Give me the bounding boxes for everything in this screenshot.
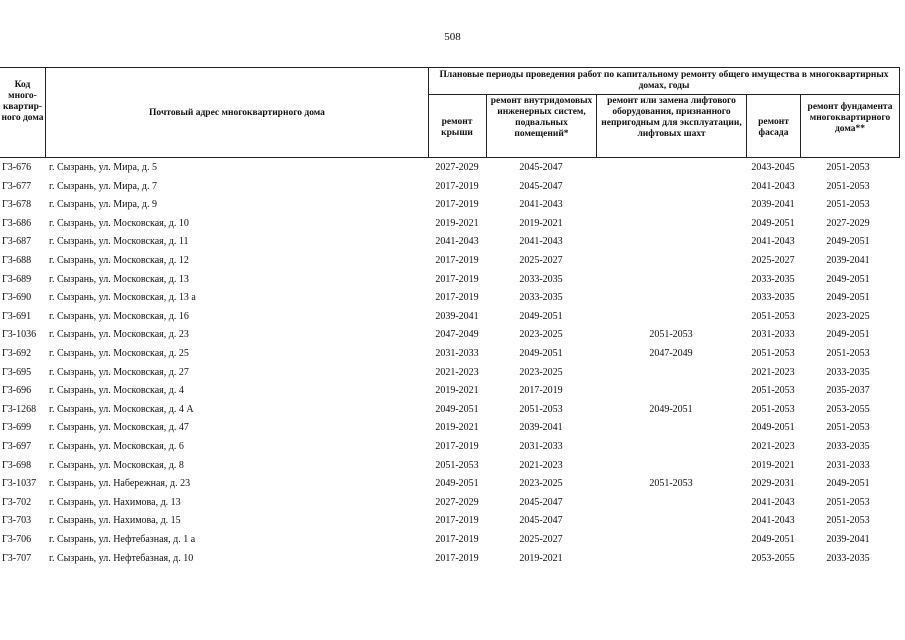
cell-roof: 2017-2019 [435,292,479,304]
table-row [0,551,905,569]
cell-address: г. Сызрань, ул. Московская, д. 8 [49,459,184,471]
cell-roof: 2019-2021 [435,217,479,229]
cell-facade: 2025-2027 [751,255,795,266]
cell-code: Г3-1037 [2,478,37,490]
header-roof: ремонт крыши [441,117,473,138]
cell-foundation: 2051-2053 [826,162,870,173]
cell-systems: 2023-2025 [519,329,563,341]
cell-foundation: 2051-2053 [826,515,870,527]
cell-systems: 2039-2041 [519,422,563,434]
cell-roof: 2017-2019 [435,534,479,545]
table-row [0,216,905,234]
cell-roof: 2039-2041 [435,310,479,322]
header-divider [428,67,429,157]
cell-roof: 2049-2051 [435,403,479,415]
cell-systems: 2019-2021 [519,217,563,229]
cell-systems: 2049-2051 [519,310,563,322]
cell-roof: 2019-2021 [435,385,479,397]
table-row [0,253,905,271]
cell-facade: 2051-2053 [751,348,795,359]
header-foundation: ремонт фундамента многоквартирного дома** [807,102,893,134]
cell-roof: 2017-2019 [435,515,479,527]
cell-systems: 2031-2033 [519,441,563,452]
cell-foundation: 2035-2037 [826,385,870,397]
cell-roof: 2027-2029 [435,496,479,508]
cell-code: Г3-698 [2,459,32,471]
cell-facade: 2021-2023 [751,441,795,452]
cell-address: г. Сызрань, ул. Набережная, д. 23 [49,478,191,490]
cell-systems: 2045-2047 [519,496,563,508]
header-top-border [0,67,900,68]
cell-foundation: 2049-2051 [826,292,870,304]
cell-address: г. Сызрань, ул. Московская, д. 11 [49,236,189,248]
cell-facade: 2051-2053 [751,403,795,415]
cell-code: Г3-687 [2,236,32,248]
cell-foundation: 2053-2055 [826,403,870,415]
table-row [0,346,905,364]
cell-foundation: 2051-2053 [826,422,870,434]
table-row [0,439,905,457]
cell-facade: 2033-2035 [751,273,795,285]
cell-facade: 2041-2043 [751,515,795,527]
cell-foundation: 2027-2029 [826,217,870,229]
cell-foundation: 2031-2033 [826,459,870,471]
cell-systems: 2023-2025 [519,366,563,378]
cell-code: Г3-703 [2,515,32,527]
cell-code: Г3-689 [2,273,32,285]
cell-systems: 2019-2021 [519,552,563,564]
table-row [0,458,905,476]
cell-roof: 2019-2021 [435,422,479,434]
cell-systems: 2045-2047 [519,162,563,173]
table-row [0,476,905,494]
cell-address: г. Сызрань, ул. Московская, д. 12 [49,255,189,266]
cell-address: г. Сызрань, ул. Московская, д. 4 А [49,403,194,415]
cell-address: г. Сызрань, ул. Мира, д. 9 [49,199,157,211]
header-address: Почтовый адрес многоквартирного дома [149,108,325,118]
table-row [0,197,905,215]
cell-systems: 2041-2043 [519,236,563,248]
cell-address: г. Сызрань, ул. Московская, д. 6 [49,441,184,452]
header-code: Код много-квартир-ного дома [1,80,44,123]
cell-roof: 2041-2043 [435,236,479,248]
header-sub-border [428,94,900,95]
cell-address: г. Сызрань, ул. Мира, д. 5 [49,162,157,173]
table-row [0,290,905,308]
cell-address: г. Сызрань, ул. Нефтебазная, д. 10 [49,552,194,564]
cell-roof: 2021-2023 [435,366,479,378]
header-lift: ремонт или замена лифтового оборудования, признанного непригодным для эксплуатации, лифтовых шахт [601,96,742,139]
cell-address: г. Сызрань, ул. Московская, д. 13 [49,273,189,285]
cell-code: Г3-696 [2,385,32,397]
cell-foundation: 2039-2041 [826,534,870,545]
cell-address: г. Сызрань, ул. Нефтебазная, д. 1 а [49,534,196,545]
table-row [0,532,905,550]
cell-systems: 2023-2025 [519,478,563,490]
cell-foundation: 2049-2051 [826,236,870,248]
cell-roof: 2047-2049 [435,329,479,341]
cell-foundation: 2049-2051 [826,329,870,341]
cell-facade: 2043-2045 [751,162,795,173]
cell-code: Г3-678 [2,199,32,211]
table-row [0,420,905,438]
cell-address: г. Сызрань, ул. Московская, д. 13 а [49,292,196,304]
cell-code: Г3-697 [2,441,32,452]
cell-code: Г3-1036 [2,329,37,341]
cell-lift: 2047-2049 [649,348,693,359]
cell-foundation: 2049-2051 [826,478,870,490]
cell-address: г. Сызрань, ул. Московская, д. 4 [49,385,184,397]
cell-foundation: 2023-2025 [826,310,870,322]
cell-facade: 2029-2031 [751,478,795,490]
cell-foundation: 2033-2035 [826,366,870,378]
cell-code: Г3-1268 [2,403,37,415]
table-row [0,160,905,178]
table-row [0,402,905,420]
cell-facade: 2049-2051 [751,422,795,434]
cell-foundation: 2051-2053 [826,180,870,192]
table-row [0,309,905,327]
cell-roof: 2017-2019 [435,552,479,564]
header-systems: ремонт внутридомовых инженерных систем, подвальных помещений* [490,96,593,139]
cell-roof: 2027-2029 [435,162,479,173]
cell-code: Г3-676 [2,162,32,173]
cell-systems: 2033-2035 [519,292,563,304]
table-row [0,513,905,531]
cell-code: Г3-702 [2,496,32,508]
page-number: 508 [444,31,461,43]
cell-facade: 2051-2053 [751,385,795,397]
cell-facade: 2041-2043 [751,496,795,508]
table-row [0,234,905,252]
cell-code: Г3-677 [2,180,32,192]
cell-foundation: 2051-2053 [826,199,870,211]
cell-roof: 2017-2019 [435,273,479,285]
cell-facade: 2051-2053 [751,310,795,322]
table-row [0,327,905,345]
table-row [0,365,905,383]
cell-roof: 2031-2033 [435,348,479,359]
cell-facade: 2039-2041 [751,199,795,211]
cell-lift: 2051-2053 [649,478,693,490]
cell-address: г. Сызрань, ул. Нахимова, д. 15 [49,515,181,527]
cell-facade: 2049-2051 [751,534,795,545]
cell-foundation: 2039-2041 [826,255,870,266]
cell-lift: 2049-2051 [649,403,693,415]
cell-code: Г3-686 [2,217,32,229]
cell-code: Г3-695 [2,366,32,378]
table-row [0,272,905,290]
cell-address: г. Сызрань, ул. Московская, д. 16 [49,310,189,322]
cell-systems: 2025-2027 [519,534,563,545]
cell-facade: 2031-2033 [751,329,795,341]
cell-code: Г3-692 [2,348,32,359]
cell-foundation: 2051-2053 [826,348,870,359]
cell-code: Г3-706 [2,534,32,545]
cell-foundation: 2049-2051 [826,273,870,285]
cell-systems: 2017-2019 [519,385,563,397]
cell-roof: 2049-2051 [435,478,479,490]
cell-roof: 2017-2019 [435,180,479,192]
cell-systems: 2025-2027 [519,255,563,266]
cell-facade: 2021-2023 [751,366,795,378]
header-periods: Плановые периоды проведения работ по капитальному ремонту общего имущества в многоквартирных домах, годы [439,70,889,91]
header-divider [899,67,900,157]
cell-systems: 2021-2023 [519,459,563,471]
cell-code: Г3-688 [2,255,32,266]
cell-systems: 2045-2047 [519,180,563,192]
cell-roof: 2017-2019 [435,199,479,211]
table-row [0,179,905,197]
cell-address: г. Сызрань, ул. Московская, д. 25 [49,348,189,359]
cell-code: Г3-691 [2,310,32,322]
cell-systems: 2041-2043 [519,199,563,211]
cell-foundation: 2033-2035 [826,441,870,452]
cell-facade: 2041-2043 [751,180,795,192]
cell-foundation: 2033-2035 [826,552,870,564]
cell-address: г. Сызрань, ул. Мира, д. 7 [49,180,157,192]
cell-facade: 2041-2043 [751,236,795,248]
cell-roof: 2017-2019 [435,441,479,452]
cell-address: г. Сызрань, ул. Московская, д. 10 [49,217,189,229]
cell-address: г. Сызрань, ул. Московская, д. 23 [49,329,189,341]
cell-systems: 2033-2035 [519,273,563,285]
cell-systems: 2049-2051 [519,348,563,359]
cell-systems: 2045-2047 [519,515,563,527]
cell-systems: 2051-2053 [519,403,563,415]
cell-code: Г3-707 [2,552,32,564]
cell-facade: 2033-2035 [751,292,795,304]
cell-address: г. Сызрань, ул. Московская, д. 27 [49,366,189,378]
cell-code: Г3-690 [2,292,32,304]
cell-lift: 2051-2053 [649,329,693,341]
cell-foundation: 2051-2053 [826,496,870,508]
header-facade: ремонт фасада [758,117,789,138]
cell-code: Г3-699 [2,422,32,434]
cell-address: г. Сызрань, ул. Московская, д. 47 [49,422,189,434]
cell-facade: 2049-2051 [751,217,795,229]
cell-address: г. Сызрань, ул. Нахимова, д. 13 [49,496,181,508]
table-row [0,495,905,513]
cell-facade: 2053-2055 [751,552,795,564]
table-row [0,383,905,401]
header-bottom-border [0,157,900,158]
cell-facade: 2019-2021 [751,459,795,471]
cell-roof: 2017-2019 [435,255,479,266]
cell-roof: 2051-2053 [435,459,479,471]
